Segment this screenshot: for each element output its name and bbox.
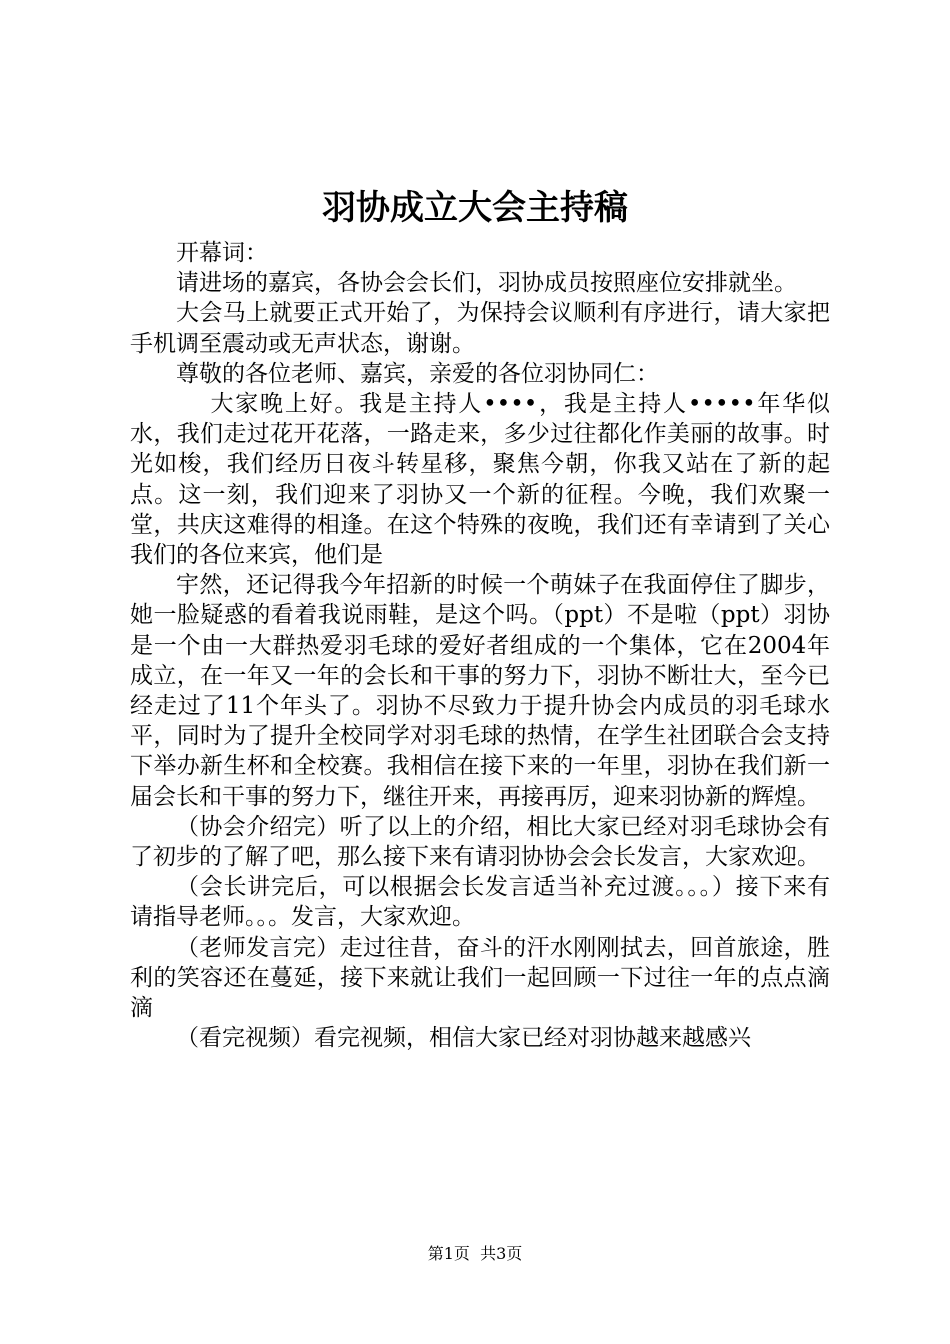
paragraph-association-intro: 宇然，还记得我今年招新的时候一个萌妹子在我面停住了脚步，她一脸疑惑的看着我说雨鞋，是这个吗。（ppt）不是啦（ppt）羽协是一个由一大群热爱羽毛球的爱好者组成的一个集体，它在2004年成立，在一年又一年的会长和干事的努力下，羽协不断壮大，至今已经走过了11个年头了。羽协不尽致力于提升协会内成员的羽毛球水平，同时为了提升全校同学对羽毛球的热情，在学生社团联合会支持下举办新生杯和全校赛。我相信在接下来的一年里，羽协在我们新一届会长和干事的努力下，继往开来，再接再厉，迎来羽协新的辉煌。 [130, 572, 830, 810]
paragraph-opening-label: 开幕词： [176, 240, 268, 266]
document-body [130, 238, 830, 1053]
document-title: 羽协成立大会主持稿 [322, 188, 628, 228]
paragraph-salutation: 尊敬的各位老师、嘉宾，亲爱的各位羽协同仁： [176, 360, 659, 387]
paragraph-greeting: 大家晚上好。我是主持人••••，我是主持人•••••年华似水，我们走过花开花落，一路走来，多少过往都化作美丽的故事。时光如梭，我们经历日夜斗转星移，聚焦今朝，你我又站在了新的起点。这一刻，我们迎来了羽协又一个新的征程。今晚，我们欢聚一堂，共庆这难得的相逢。在这个特殊的夜晚，我们还有幸请到了关心我们的各位来宾，他们是 [130, 391, 830, 569]
paragraph-seating: 请进场的嘉宾，各协会会长们，羽协成员按照座位安排就坐。 [176, 270, 797, 297]
paragraph-after-video: （看完视频）看完视频，相信大家已经对羽协越来越感兴 [176, 1025, 751, 1052]
paragraph-phone-notice: 大会马上就要正式开始了，为保持会议顺利有序进行，请大家把手机调至震动或无声状态，谢谢。 [130, 300, 830, 357]
paragraph-review: （老师发言完）走过往昔，奋斗的汗水刚刚拭去，回首旅途，胜利的笑容还在蔓延，接下来就让我们一起回顾一下过往一年的点点滴滴 [130, 934, 830, 1022]
paragraph-president-invite: （协会介绍完）听了以上的介绍，相比大家已经对羽毛球协会有了初步的了解了吧，那么接下来有请羽协协会会长发言，大家欢迎。 [130, 813, 830, 871]
paragraph-teacher-invite: （会长讲完后，可以根据会长发言适当补充过渡。。。）接下来有请指导老师。。。发言，大家欢迎。 [130, 874, 830, 931]
page-number: 第1页 共3页 [427, 1244, 523, 1263]
